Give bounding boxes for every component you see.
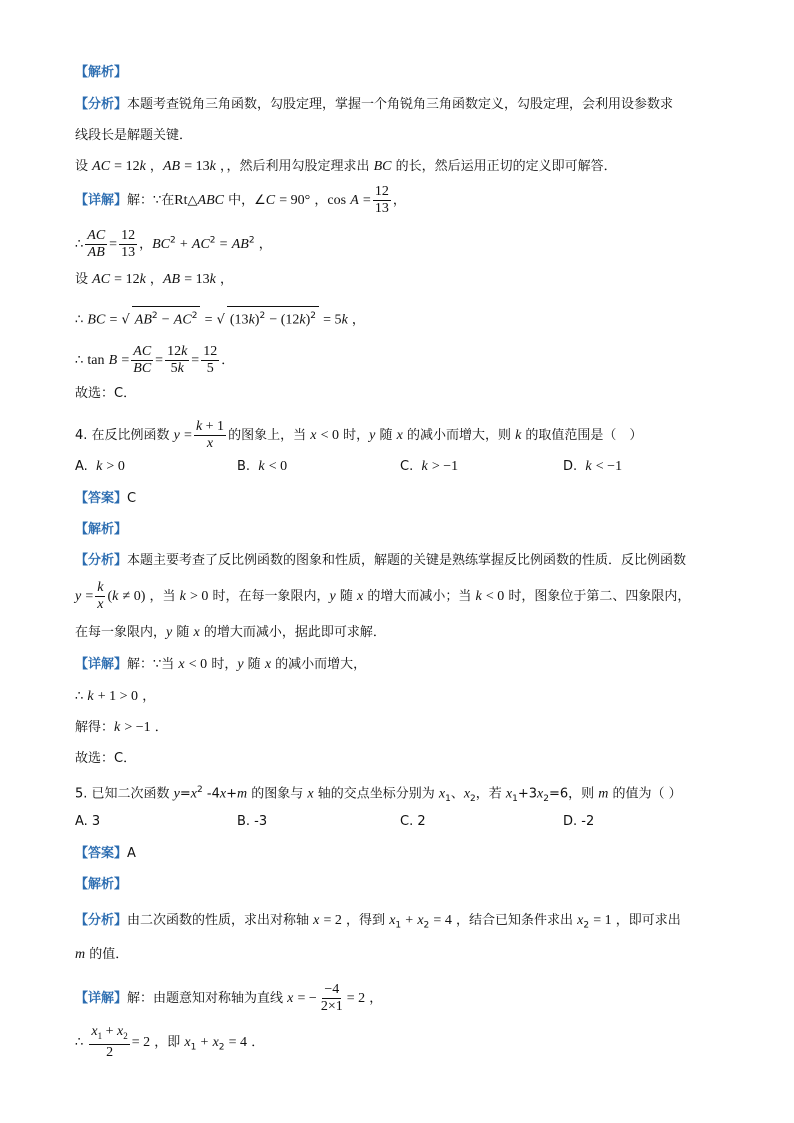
detail-line-5: ∴ tan B = $\frac{AC}{BC}$ = $\frac{12k}{5k}$ = $\frac{12}{5}$ ．	[75, 344, 235, 376]
option-a[interactable]: A. 3	[75, 814, 101, 829]
fraction: $\frac{k + 1}{x}$	[195, 419, 225, 451]
answer-tag: 【答案】	[75, 491, 128, 506]
answer-heading	[75, 845, 136, 863]
analysis-text-cont: 线段长是解题关键．	[75, 128, 193, 143]
answer-line: 故选：C．	[75, 751, 137, 766]
fraction: $\frac{12}{13}$	[121, 228, 136, 260]
answer-value: A	[127, 846, 136, 861]
answer-tag: 【答案】	[75, 846, 128, 861]
option-d[interactable]: D. -2	[563, 814, 595, 829]
detail-tag: 【详解】	[75, 991, 128, 1006]
analysis-paragraph	[75, 96, 673, 114]
answer-line: 故选：C．	[75, 386, 137, 401]
detail-tag: 【详解】	[75, 657, 128, 672]
option-c[interactable]: C. k > −1	[400, 459, 459, 474]
analysis-line-2: y = $\frac{k}{x}$ (k ≠ 0) ，当 k > 0 时，在每一象限内，y 随 x 的增大而减小；当 k < 0 时，图象位于第二、四象限内，	[75, 580, 691, 612]
jiexi-heading: 【解析】	[75, 65, 128, 80]
detail-tag: 【详解】	[75, 193, 128, 208]
detail-line-2: ∴ $\frac{AC}{AB}$ = $\frac{12}{13}$ ，$BC^2 + AC^2 = AB^2$ ，	[75, 228, 272, 260]
detail-line-4: ∴ BC = √ $AB^2 - AC^2$ = √ $(13k)^2 - (12k)^2 = 5k$ ，	[75, 306, 365, 329]
detail-line-1: 【详解】解：由题意知对称轴为直线 x = − $\frac{-4}{2\times 1}$ = 2 ，	[75, 982, 383, 1014]
jiexi-heading: 【解析】	[75, 877, 128, 892]
question-4-stem: 4. 在反比例函数 y = $\frac{k + 1}{x}$ 的图象上，当 x < 0 时，y 随 x 的减小而增大，则 k 的取值范围是（ ）	[75, 419, 643, 451]
analysis-tag: 【分析】	[75, 913, 128, 928]
detail-line-1: 【详解】解：∵在Rt△ABC 中，∠C = 90° ，cos A = $\frac{12}{13}$ ，	[75, 184, 406, 216]
setup-line: 设 AC = 12k ，AB = 13k ，，然后利用勾股定理求出 BC 的长，然后运用正切的定义即可解答．	[75, 159, 617, 174]
detail-line-1: 【详解】解：∵当 x < 0 时，y 随 x 的减小而增大，	[75, 657, 367, 672]
option-b[interactable]: B. k < 0	[237, 459, 288, 474]
detail-line-3: 设 AC = 12k ，AB = 13k ，	[75, 272, 233, 287]
fraction: $\frac{12k}{5k}$	[167, 344, 188, 376]
detail-line-2: ∴ k + 1 > 0 ，	[75, 689, 156, 704]
detail-line-3: 解得：k > −1 ．	[75, 720, 168, 735]
analysis-text: 本题主要考查了反比例函数的图象和性质，解题的关键是熟练掌握反比例函数的性质．反比例函数	[127, 553, 687, 568]
analysis-line-2: m 的值．	[75, 947, 129, 962]
analysis-line-3: 在每一象限内，y 随 x 的增大而减小，据此即可求解．	[75, 625, 386, 640]
fraction: $\frac{12}{13}$	[374, 184, 389, 216]
option-a[interactable]: A. k > 0	[75, 459, 125, 474]
option-d[interactable]: D. k < −1	[563, 459, 623, 474]
analysis-tag: 【分析】	[75, 553, 128, 568]
analysis-tag: 【分析】	[75, 97, 128, 112]
option-c[interactable]: C. 2	[400, 814, 426, 829]
fraction: $\frac{k}{x}$	[97, 580, 104, 612]
analysis-text: 本题考查锐角三角函数，勾股定理，掌握一个角锐角三角函数定义，勾股定理，会利用设参数求	[127, 97, 674, 112]
analysis-paragraph	[75, 552, 686, 570]
fraction: $\frac{AC}{AB}$	[87, 228, 106, 260]
fraction: $\frac{AC}{BC}$	[133, 344, 152, 376]
detail-line-2: ∴ $\frac{x_1 + x_2}{2}$ = 2 ，即 $x_1 + x_2 = 4$ ．	[75, 1024, 265, 1060]
jiexi-heading: 【解析】	[75, 522, 128, 537]
analysis-paragraph: 【分析】由二次函数的性质，求出对称轴 x = 2 ，得到 $x_1 + x_2 = 4$ ，结合已知条件求出 $x_2 = 1$ ，即可求出	[75, 913, 681, 931]
fraction: $\frac{-4}{2\times 1}$	[320, 982, 343, 1014]
question-5-stem: 5. 已知二次函数 $y=x^2$ -4x+m 的图象与 x 轴的交点坐标分别为 $x_1$、$x_2$，若 $x_1+3x_2=6$，则 m 的值为（ ）	[75, 785, 682, 804]
fraction: $\frac{x_1 + x_2}{2}$	[91, 1024, 128, 1060]
option-b[interactable]: B. -3	[237, 814, 268, 829]
fraction: $\frac{12}{5}$	[203, 344, 218, 376]
answer-value: C	[127, 491, 137, 506]
answer-heading	[75, 490, 136, 508]
